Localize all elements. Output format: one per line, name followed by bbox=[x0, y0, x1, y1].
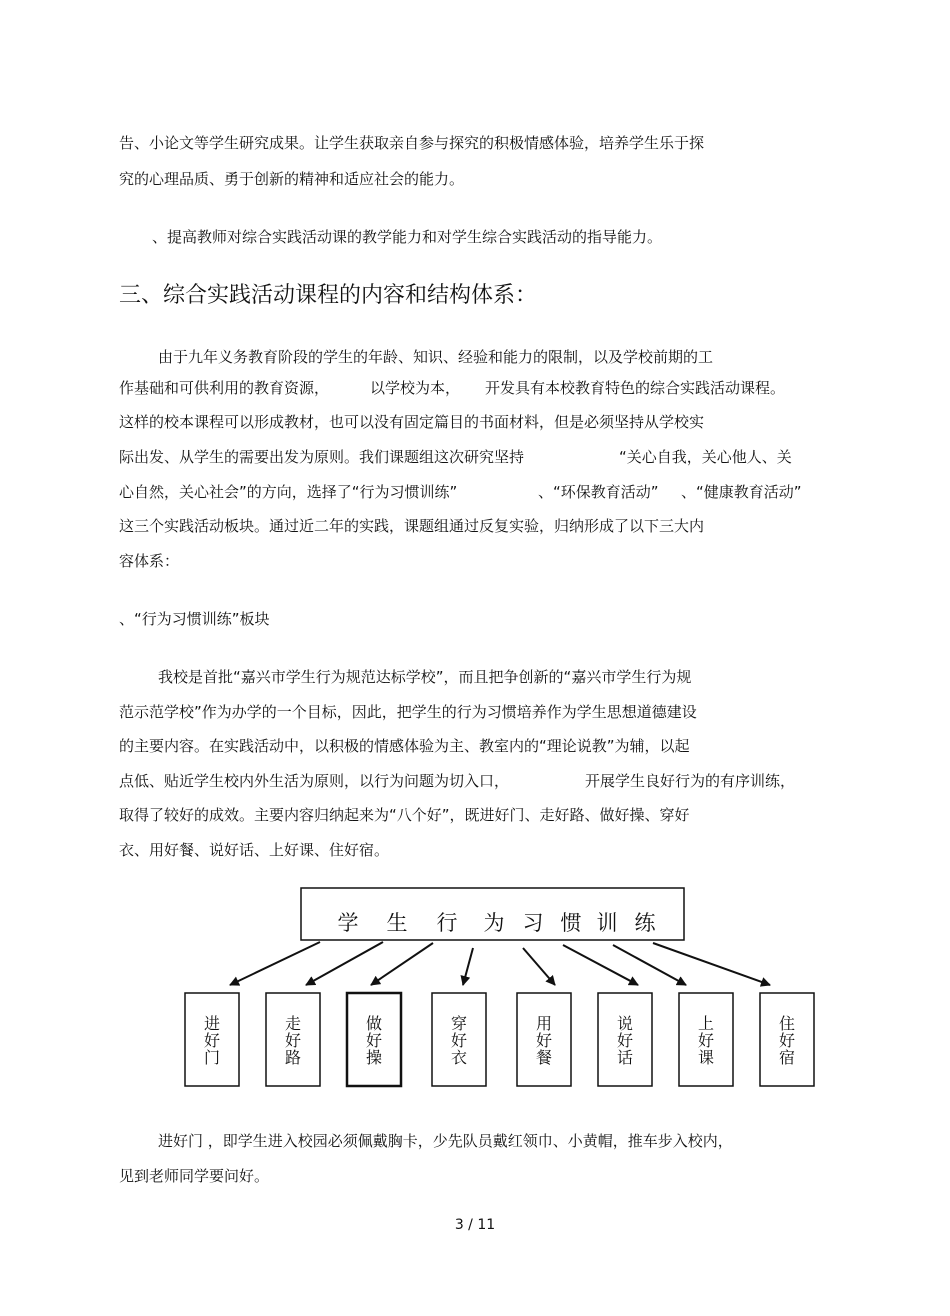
diagram-box-1 bbox=[185, 993, 239, 1086]
diagram-title-char: 行 bbox=[436, 911, 458, 935]
diagram-box-char: 课 bbox=[697, 1048, 715, 1067]
para2: 、提高教师对综合实践活动课的教学能力和对学生综合实践活动的指导能力。 bbox=[152, 228, 663, 246]
diagram-box-char: 操 bbox=[365, 1048, 383, 1067]
diagram-box-char: 上 bbox=[697, 1014, 715, 1033]
diagram-box-4 bbox=[432, 993, 486, 1086]
section-heading-3: 三、综合实践活动课程的内容和结构体系： bbox=[119, 283, 538, 308]
diagram-box-char: 做 bbox=[365, 1014, 383, 1033]
para4-line4b: 开展学生良好行为的有序训练， bbox=[585, 772, 796, 790]
para3-line3: 这样的校本课程可以形成教材，也可以没有固定篇目的书面材料，但是必须坚持从学校实 bbox=[119, 413, 705, 431]
diagram-box-char: 穿 bbox=[450, 1014, 468, 1033]
diagram-box-char: 进 bbox=[203, 1014, 221, 1033]
diagram-box-char: 好 bbox=[284, 1031, 302, 1050]
diagram-box-char: 好 bbox=[778, 1031, 796, 1050]
para4-line2: 范示范学校”作为办学的一个目标，因此，把学生的行为习惯培养作为学生思想道德建设 bbox=[119, 703, 697, 721]
para3-line4a: 际出发、从学生的需要出发为原则。我们课题组这次研究坚持 bbox=[119, 448, 525, 466]
diagram-title-char: 练 bbox=[634, 911, 656, 935]
para1-line1: 告、小论文等学生研究成果。让学生获取亲自参与探究的积极情感体验，培养学生乐于探 bbox=[119, 134, 705, 152]
diagram-title-char: 生 bbox=[386, 911, 408, 935]
diagram-title-char: 学 bbox=[337, 911, 359, 935]
diagram-box-char: 好 bbox=[535, 1031, 553, 1050]
para4-line4a: 点低、贴近学生校内外生活为原则，以行为问题为切入口， bbox=[119, 772, 510, 790]
para3-line5c: 、“健康教育活动” bbox=[681, 483, 802, 501]
diagram-box-char: 住 bbox=[778, 1014, 796, 1033]
section-1-title: 、“行为习惯训练”板块 bbox=[119, 610, 270, 628]
page-number: 3 / 11 bbox=[454, 1217, 496, 1233]
diagram-title-char: 训 bbox=[596, 911, 618, 935]
diagram-box-char: 餐 bbox=[535, 1048, 553, 1067]
para1-line2: 究的心理品质、勇于创新的精神和适应社会的能力。 bbox=[119, 170, 465, 188]
para3-line7: 容体系： bbox=[119, 552, 180, 570]
diagram-box-char: 路 bbox=[284, 1048, 302, 1067]
diagram-box-char: 好 bbox=[203, 1031, 221, 1050]
para4-line6: 衣、用好餐、说好话、上好课、住好宿。 bbox=[119, 841, 390, 859]
diagram-box-char: 好 bbox=[450, 1031, 468, 1050]
diagram-box-char: 宿 bbox=[778, 1048, 796, 1067]
para3-line5b: 、“环保教育活动” bbox=[538, 483, 659, 501]
diagram-arrow-4 bbox=[463, 948, 473, 985]
diagram-box-char: 门 bbox=[203, 1048, 221, 1067]
para3-line2a: 作基础和可供利用的教育资源， bbox=[119, 379, 330, 397]
diagram-box-5 bbox=[517, 993, 571, 1086]
diagram-box-char: 说 bbox=[616, 1014, 634, 1033]
diagram-arrow-2 bbox=[306, 942, 383, 985]
diagram-box-char: 用 bbox=[535, 1014, 553, 1033]
diagram-box-char: 走 bbox=[284, 1014, 302, 1033]
diagram-arrow-1 bbox=[230, 942, 320, 985]
diagram-title-char: 习 bbox=[522, 911, 544, 935]
diagram-box-3 bbox=[347, 993, 401, 1086]
diagram-title-char: 为 bbox=[483, 911, 505, 935]
diagram-box-char: 衣 bbox=[450, 1048, 468, 1067]
diagram-box-6 bbox=[598, 993, 652, 1086]
diagram-box-7 bbox=[679, 993, 733, 1086]
para3-line2c: 开发具有本校教育特色的综合实践活动课程。 bbox=[485, 379, 786, 397]
para4-line3: 的主要内容。在实践活动中，以积极的情感体验为主、教室内的“理论说教”为辅，以起 bbox=[119, 737, 690, 755]
para5-line1: 进好门 ，即学生进入校园必须佩戴胸卡，少先队员戴红领巾、小黄帽，推车步入校内， bbox=[158, 1132, 733, 1150]
para3-line1: 由于九年义务教育阶段的学生的年龄、知识、经验和能力的限制，以及学校前期的工 bbox=[158, 348, 714, 366]
para5-line2: 见到老师同学要问好。 bbox=[119, 1167, 270, 1185]
diagram-box-8 bbox=[760, 993, 814, 1086]
diagram-arrow-8 bbox=[653, 943, 770, 985]
diagram-box-2 bbox=[266, 993, 320, 1086]
para3-line5a: 心自然，关心社会”的方向，选择了“行为习惯训练” bbox=[119, 483, 458, 501]
para3-line2b: 以学校为本， bbox=[370, 379, 461, 397]
para4-line1: 我校是首批“嘉兴市学生行为规范达标学校”，而且把争创新的“嘉兴市学生行为规 bbox=[158, 668, 692, 686]
diagram-title-char: 惯 bbox=[560, 911, 582, 935]
diagram-box-char: 好 bbox=[365, 1031, 383, 1050]
diagram-arrow-6 bbox=[563, 945, 638, 985]
para4-line5: 取得了较好的成效。主要内容归纳起来为“八个好”，既进好门、走好路、做好操、穿好 bbox=[119, 806, 690, 824]
diagram-box-char: 好 bbox=[616, 1031, 634, 1050]
para3-line6: 这三个实践活动板块。通过近二年的实践，课题组通过反复实验，归纳形成了以下三大内 bbox=[119, 517, 705, 535]
para3-line4b: “关心自我，关心他人、关 bbox=[619, 448, 792, 466]
diagram-arrow-5 bbox=[523, 948, 555, 985]
diagram-arrow-3 bbox=[371, 943, 433, 985]
diagram-box-char: 好 bbox=[697, 1031, 715, 1050]
diagram-box-char: 话 bbox=[616, 1048, 634, 1067]
